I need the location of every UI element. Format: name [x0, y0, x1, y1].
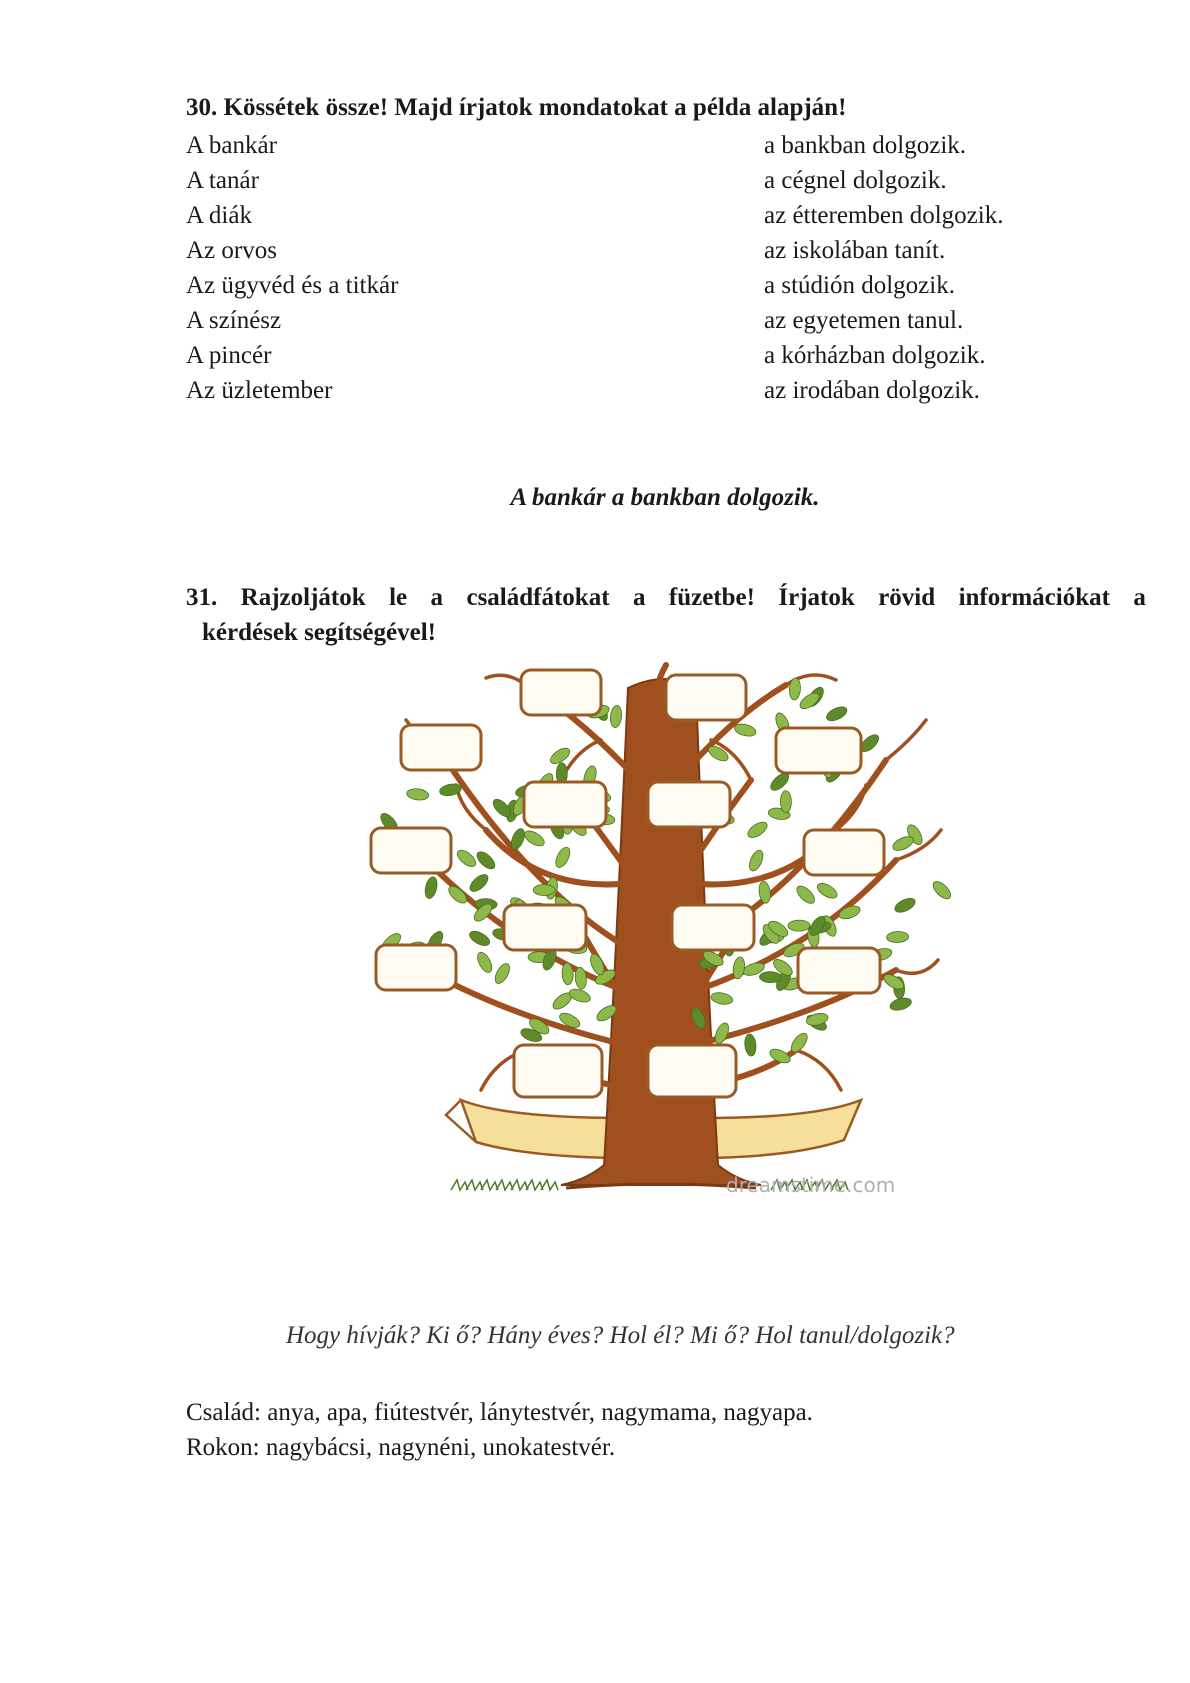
name-frame	[524, 782, 606, 827]
leaf	[455, 847, 479, 870]
list-item: Az orvos	[186, 237, 277, 264]
name-frame	[371, 828, 451, 873]
twig	[711, 740, 751, 780]
grass-tuft	[496, 1180, 513, 1190]
grass-tuft	[526, 1180, 543, 1190]
name-frame	[401, 725, 481, 770]
list-item: A diák	[186, 202, 252, 229]
title-word: Írjatok	[778, 584, 855, 611]
watermark-text: dreamstime.com	[726, 1173, 896, 1197]
name-frame	[776, 728, 861, 773]
leaf	[780, 791, 791, 813]
title-word: a	[632, 584, 646, 611]
leaf	[574, 967, 587, 990]
leaf	[609, 705, 622, 728]
family-tree-image	[366, 660, 956, 1290]
title-word: rövid	[878, 584, 936, 611]
name-frame	[648, 782, 730, 827]
leaf	[732, 956, 746, 979]
vocabulary	[186, 1395, 813, 1465]
grass-tuft	[541, 1180, 558, 1190]
leaf	[744, 1033, 757, 1056]
relative-words: Rokon: nagybácsi, nagynéni, unokatestvér.	[186, 1434, 616, 1461]
name-frame	[666, 675, 746, 720]
list-item: a cégnel dolgozik.	[764, 167, 947, 194]
list-item: a stúdión dolgozik.	[764, 272, 955, 299]
name-frame	[504, 905, 586, 950]
leaf	[759, 971, 781, 983]
leaf	[815, 880, 840, 901]
leaf	[406, 788, 429, 802]
list-item: a kórházban dolgozik.	[764, 342, 986, 369]
list-item: a bankban dolgozik.	[764, 132, 967, 159]
leaf	[889, 996, 913, 1013]
leaf	[467, 872, 491, 895]
name-frame	[376, 945, 456, 990]
family-words: Család: anya, apa, fiútestvér, lánytestvér, nagymama, nagyapa.	[186, 1399, 813, 1426]
exercise-31-title-line-1	[186, 580, 1146, 615]
list-item: Az ügyvéd és a titkár	[186, 272, 399, 299]
list-item: A bankár	[186, 132, 277, 159]
list-item: A színész	[186, 307, 282, 334]
grass-tuft	[481, 1180, 498, 1190]
grass-tuft	[451, 1180, 468, 1190]
leaf	[522, 828, 547, 849]
leaf	[475, 950, 495, 975]
title-word: családfátokat	[466, 584, 610, 611]
name-frame	[648, 1045, 736, 1097]
name-frame	[672, 905, 754, 950]
twig	[886, 720, 926, 760]
leaf	[886, 931, 909, 943]
exercise-31-title	[186, 580, 1146, 650]
leaf	[710, 991, 734, 1006]
example-sentence: A bankár a bankban dolgozik.	[510, 484, 820, 511]
leaf	[893, 896, 918, 916]
predicate-list	[764, 128, 1003, 408]
list-item: az étteremben dolgozik.	[764, 202, 1004, 229]
leaf	[533, 885, 555, 896]
title-word: a	[1133, 584, 1146, 611]
list-item: az egyetemen tanul.	[764, 307, 964, 334]
leaf	[467, 928, 492, 948]
exercise-30-title: 30. Kössétek össze! Majd írjatok mondatokat a példa alapján!	[186, 94, 847, 121]
twig	[796, 1050, 841, 1090]
title-word: a	[430, 584, 444, 611]
leaf	[568, 987, 592, 1005]
list-item: A pincér	[186, 342, 272, 369]
grass-tuft	[511, 1180, 528, 1190]
list-item: Az üzletember	[186, 377, 333, 404]
leaf	[747, 848, 766, 873]
leaf	[930, 879, 953, 902]
name-frame	[521, 670, 601, 715]
name-frame	[804, 830, 884, 875]
list-item: A tanár	[186, 167, 259, 194]
title-word: le	[389, 584, 408, 611]
list-item: az irodában dolgozik.	[764, 377, 980, 404]
grass-tuft	[466, 1180, 483, 1190]
leaf	[794, 883, 817, 906]
name-frame	[514, 1045, 602, 1097]
leaf	[474, 849, 498, 872]
title-word: füzetbe!	[668, 584, 755, 611]
name-frame	[798, 948, 880, 993]
list-item: az iskolában tanít.	[764, 237, 946, 264]
leaf	[824, 704, 849, 724]
leaf	[423, 876, 439, 900]
subject-list	[186, 128, 398, 408]
title-word: 31.	[186, 584, 218, 611]
title-word: Rajzoljátok	[240, 584, 366, 611]
leaf	[788, 920, 810, 931]
leaf	[553, 845, 573, 870]
title-word: információkat	[958, 584, 1110, 611]
exercise-31-title-line-2: kérdések segítségével!	[202, 619, 436, 646]
leaf	[745, 819, 769, 840]
guide-questions: Hogy hívják? Ki ő? Hány éves? Hol él? Mi ő? Hol tanul/dolgozik?	[286, 1322, 955, 1349]
leaf	[492, 961, 512, 986]
twig	[896, 960, 938, 973]
